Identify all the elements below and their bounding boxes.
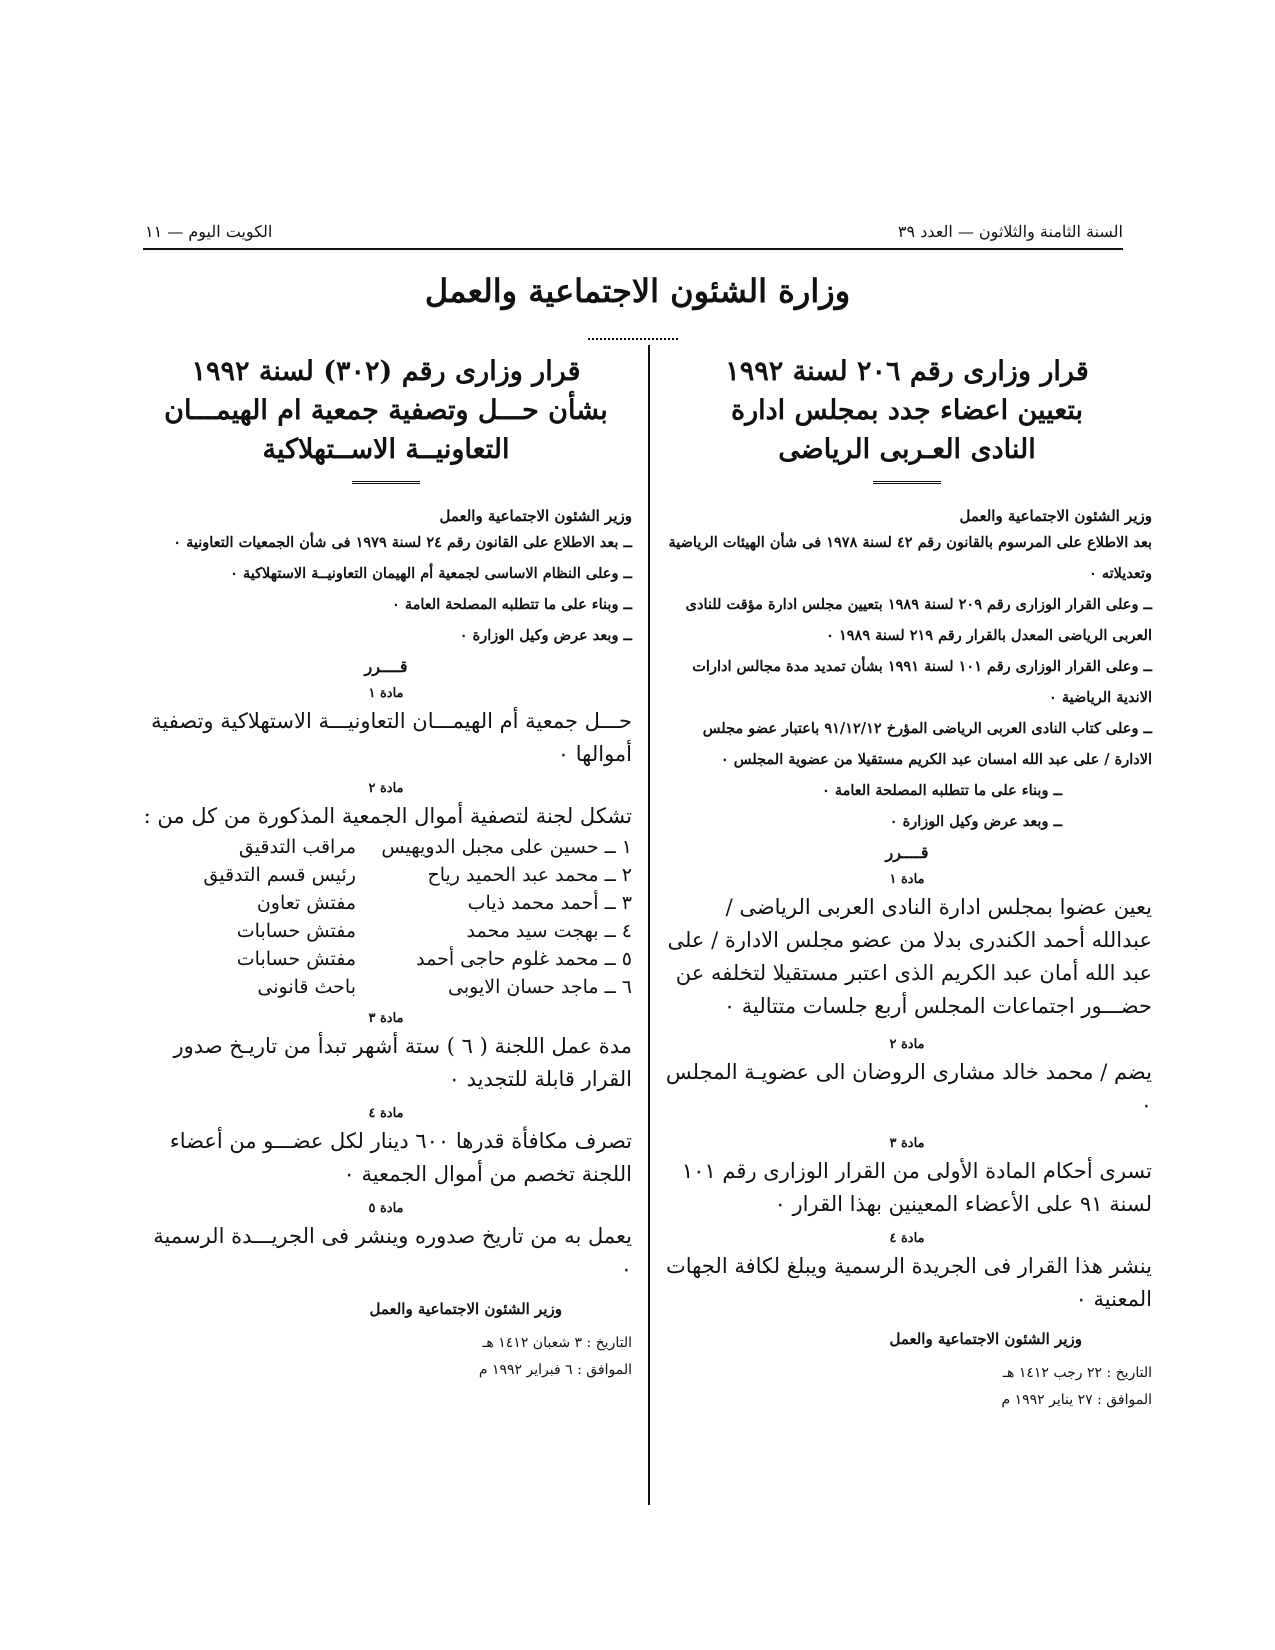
- member-name: ٣ ــ أحمد محمد ذياب: [467, 892, 632, 914]
- article-text: يعمل به من تاريخ صدوره وينشر فى الجريـــدة الرسمية ٠: [153, 1224, 632, 1281]
- decree-title-line: بتعيين اعضاء جدد بمجلس ادارة: [730, 395, 1084, 426]
- minister-signature: وزير الشئون الاجتماعية والعمل: [889, 1330, 1082, 1348]
- article-text: تشكل لجنة لتصفية أموال الجمعية المذكورة من كل من :: [143, 804, 632, 828]
- table-row: [140, 917, 632, 945]
- ministry-title-underline: [588, 338, 678, 340]
- decree-title-line: النادى العـربى الرياضى: [778, 434, 1036, 465]
- member-title: مفتش تعاون: [256, 892, 356, 914]
- article-label: مادة ١: [368, 686, 404, 701]
- preamble-clause: ــ وبناء على ما تتطلبه المصلحة العامة ٠: [392, 596, 632, 613]
- article-label: مادة ٣: [889, 1136, 925, 1151]
- date-hijri: التاريخ : ٢٢ رجب ١٤١٢ هـ: [1002, 1365, 1152, 1381]
- preamble-clause: ــ وبناء على ما تتطلبه المصلحة العامة ٠: [822, 782, 1062, 799]
- article-label: مادة ٣: [368, 1011, 404, 1026]
- preamble-clause: ــ وعلى القرار الوزارى رقم ٢٠٩ لسنة ١٩٨٩ بتعيين مجلس ادارة مؤقت للنادى العربى الرياضى المعدل بالقرار رقم ٢١٩ لسنة ١٩٨٩ ٠: [685, 596, 1152, 644]
- issuer-line: وزير الشئون الاجتماعية والعمل: [439, 507, 632, 525]
- decree-206-column: [662, 352, 1152, 1414]
- preamble-clause: ــ بعد الاطلاع على القانون رقم ٢٤ لسنة ١٩٧٩ فى شأن الجمعيات التعاونية ٠: [173, 534, 632, 551]
- table-row: [140, 861, 632, 889]
- member-title: مراقب التدقيق: [238, 836, 356, 858]
- table-row: [140, 833, 632, 861]
- committee-members-table: [140, 833, 632, 1001]
- article-label: مادة ٢: [368, 781, 404, 796]
- member-name: ٥ ــ محمد غلوم حاجى أحمد: [416, 948, 632, 970]
- preamble-clause: بعد الاطلاع على المرسوم بالقانون رقم ٤٢ لسنة ١٩٧٨ فى شأن الهيئات الرياضية وتعديلاته ٠: [668, 534, 1152, 582]
- article-text: يضم / محمد خالد مشارى الروضان الى عضويـة المجلس ٠: [665, 1060, 1152, 1117]
- article-text: يعين عضوا بمجلس ادارة النادى العربى الرياضى / عبدالله أحمد الكندرى بدلا من عضو مجلس الادارة / على عبد الله أمان عبد الكريم الذى اعتبر مستقيلا لتخلفه عن حضـــور اجتماعات المجلس أربع جلسات متتالية ٠: [667, 895, 1152, 1018]
- issue-header: السنة الثامنة والثلاثون — العدد ٣٩: [897, 222, 1123, 241]
- member-title: مفتش حسابات: [236, 920, 356, 942]
- title-ornament: [352, 481, 420, 484]
- article-text: ينشر هذا القرار فى الجريدة الرسمية ويبلغ لكافة الجهات المعنية ٠: [666, 1254, 1152, 1311]
- minister-signature: وزير الشئون الاجتماعية والعمل: [369, 1300, 562, 1318]
- preamble-clause: ــ وعلى كتاب النادى العربى الرياضى المؤرخ ٩١/١٢/١٢ باعتبار عضو مجلس الادارة / على عبد الله امسان عبد الكريم مستقيلا من عضوية المجلس ٠: [702, 720, 1152, 768]
- table-row: [140, 889, 632, 917]
- article-label: مادة ٥: [368, 1201, 404, 1216]
- preamble-clause: ــ وبعد عرض وكيل الوزارة ٠: [889, 813, 1062, 830]
- decree-302-column: [140, 352, 632, 1384]
- member-name: ٢ ــ محمد عبد الحميد رياح: [427, 864, 632, 886]
- member-title: مفتش حسابات: [236, 948, 356, 970]
- title-ornament: [873, 481, 941, 484]
- date-gregorian: الموافق : ٦ فبراير ١٩٩٢ م: [478, 1362, 632, 1378]
- member-title: رئيس قسم التدقيق: [203, 864, 356, 886]
- article-label: مادة ١: [889, 872, 925, 887]
- member-name: ٦ ــ ماجد حسان الايوبى: [448, 976, 632, 998]
- article-label: مادة ٤: [889, 1231, 925, 1246]
- table-row: [140, 945, 632, 973]
- article-text: مدة عمل اللجنة ( ٦ ) ستة أشهر تبدأ من تاريـخ صدور القرار قابلة للتجديد ٠: [173, 1034, 632, 1091]
- issuer-line: وزير الشئون الاجتماعية والعمل: [959, 507, 1152, 525]
- ministry-title: وزارة الشئون الاجتماعية والعمل: [424, 272, 851, 310]
- decree-title-line: قرار وزارى رقم ٢٠٦ لسنة ١٩٩٢: [725, 356, 1089, 387]
- column-divider: [648, 345, 650, 1505]
- preamble-clause: ــ وعلى النظام الاساسى لجمعية أم الهيمان التعاونيــة الاستهلاكية ٠: [230, 565, 632, 582]
- member-name: ٤ ــ بهجت سيد محمد: [466, 920, 632, 942]
- decree-title-line: بشأن حـــل وتصفية جمعية ام الهيمـــان: [164, 395, 608, 426]
- preamble-clause: ــ وعلى القرار الوزارى رقم ١٠١ لسنة ١٩٩١ بشأن تمديد مدة مجالس ادارات الاندية الرياضية ٠: [692, 658, 1152, 706]
- decision-heading: قــــرر: [885, 843, 929, 862]
- article-text: تصرف مكافأة قدرها ٦٠٠ دينار لكل عضـــو من أعضاء اللجنة تخصم من أموال الجمعية ٠: [169, 1129, 632, 1186]
- decree-title-line: قرار وزارى رقم (٣٠٢) لسنة ١٩٩٢: [191, 356, 581, 387]
- member-name: ١ ــ حسين على مجبل الدويهيس: [381, 836, 632, 858]
- member-title: باحث قانونى: [257, 976, 356, 998]
- article-label: مادة ٤: [368, 1106, 404, 1121]
- article-text: حـــل جمعية أم الهيمـــان التعاونيـــة الاستهلاكية وتصفية أموالها ٠: [151, 709, 632, 766]
- table-row: [140, 973, 632, 1001]
- preamble-clause: ــ وبعد عرض وكيل الوزارة ٠: [459, 627, 632, 644]
- date-hijri: التاريخ : ٣ شعبان ١٤١٢ هـ: [482, 1335, 632, 1351]
- date-gregorian: الموافق : ٢٧ يناير ١٩٩٢ م: [1001, 1392, 1152, 1408]
- header-rule: [143, 248, 1123, 250]
- decree-title-line: التعاونيــة الاســتهلاكية: [262, 434, 510, 465]
- decision-heading: قــــرر: [364, 657, 408, 676]
- article-text: تسرى أحكام المادة الأولى من القرار الوزارى رقم ١٠١ لسنة ٩١ على الأعضاء المعينين بهذا القرار ٠: [681, 1159, 1152, 1216]
- page-number-header: الكويت اليوم — ١١: [145, 222, 273, 241]
- article-label: مادة ٢: [889, 1037, 925, 1052]
